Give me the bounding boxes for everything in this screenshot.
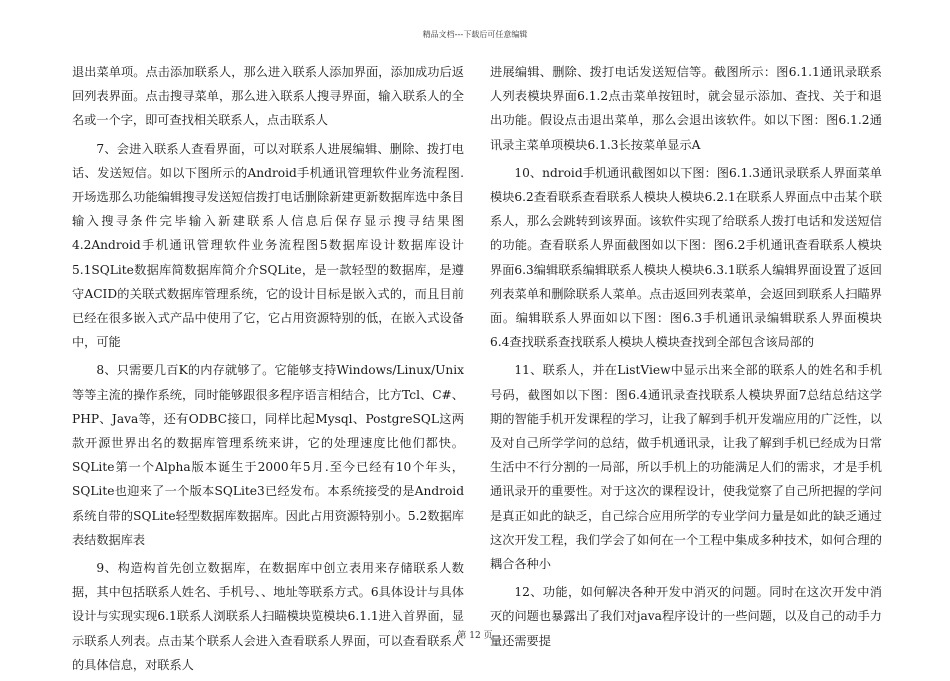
paragraph: 8、只需要几百K的内存就够了。它能够支持Windows/Linux/Unix等等主流的操作系统，同时能够跟很多程序语言相结合，比方Tcl、C#、PHP、Java等，还有ODBC接口，同样比起Mysql、PostgreSQL这两款开源世界出名的数据库管理系统来讲，它的处理速度比他们都快。SQLite第一个Alpha版本诞生于2000年5月.至今已经有10个年头，SQLite也迎来了一个版本SQLite3已经发布。本系统接受的是Android系统自带的SQLite轻型数据库数据库。因此占用资源特别小。5.2数据库表结数据库表 bbox=[72, 363, 464, 547]
paragraph: 10、ndroid手机通讯截图如以下图：图6.1.3通讯录联系人界面菜单模块6.2查看联系查看联系人模块人模块6.2.1在联系人界面点中击某个联系人，那么会跳转到该界面。该软件实现了给联系人拨打电话和发送短信的功能。查看联系人界面截图如以下图：图6.2手机通讯查看联系人模块界面6.3编辑联系编辑联系人模块人模块6.3.1联系人编辑界面设置了返回列表菜单和删除联系人菜单。点击返回列表菜单，会返回到联系人扫瞄界面。编辑联系人界面如以下图：图6.3手机通讯录编辑联系人界面模块6.4查找联系查找联系人模块人模块查找到全部包含该局部的 bbox=[490, 165, 882, 350]
page-header: 精品文档---下载后可任意编辑 bbox=[422, 30, 528, 39]
paragraph: 9、构造构首先创立数据库，在数据库中创立表用来存储联系人数据，其中包括联系人姓名、手机号、、地址等联系方式。6具体设计与具体设计与实现实现6.1联系人浏联系人扫瞄模块览模块6.1.1进入首界面，显示联系人列表。点击某个联系人会进入查看联系人界面，可以查看联系人的具体信息，对联系人 bbox=[72, 561, 464, 672]
paragraph: 7、会进入联系人查看界面，可以对联系人进展编辑、删除、拨打电话、发送短信。如以下图所示的Android手机通讯管理软件业务流程图.开场选那么功能编辑搜寻发送短信拨打电话删除新建更新数据库选中条目输入搜寻条件完毕输入新建联系人信息后保存显示搜寻结果图4.2Android手机通讯管理软件业务流程图5数据库设计数据库设计5.1SQLite数据库简数据库简介介SQLite，是一款轻型的数据库，是遵守ACID的关联式数据库管理系统，它的设计目标是嵌入式的，而且目前已经在很多嵌入式产品中使用了它，它占用资源特别的低，在嵌入式设备中，可能 bbox=[72, 141, 464, 350]
paragraph: 11、联系人，并在ListView中显示出来全部的联系人的姓名和手机号码，截图如以下图：图6.4通讯录查找联系人模块界面7总结总结这学期的智能手机开发课程的学习，让我了解到手机开发端应用的广泛性，以及对自己所学学问的总结，做手机通讯录，让我了解到手机已经成为日常生活中不行分割的一局部，所以手机上的功能满足人们的需求，才是手机通讯录开的重要性。对于这次的课程设计，使我觉察了自己所把握的学问是真正如此的缺乏，自己综合应用所学的专业学问力量是如此的缺乏通过这次开发工程，我们学会了如何在一个工程中集成多种技术，如何合理的耦合各种小 bbox=[490, 363, 882, 572]
page-number: 第 12 页 bbox=[457, 631, 493, 641]
paragraph: 退出菜单项。点击添加联系人，那么进入联系人添加界面，添加成功后返回列表界面。点击搜寻菜单，那么进入联系人搜寻界面，输入联系人的全名或一个字，即可查找相关联系人，点击联系人 bbox=[72, 65, 464, 128]
paragraph: 进展编辑、删除、拨打电话发送短信等。截图所示：图6.1.1通讯录联系人列表模块界面6.1.2点击菜单按钮时，就会显示添加、查找、关于和退出功能。假设点击退出菜单，那么会退出该软件。如以下图：图6.1.2通讯录主菜单项模块6.1.3长按菜单显示A bbox=[490, 65, 882, 152]
left-column bbox=[72, 60, 464, 681]
right-column bbox=[490, 60, 882, 657]
paragraph: 12、功能，如何解决各种开发中消灭的问题。同时在这次开发中消灭的问题也暴露出了我们对java程序设计的一些问题，以及自己的动手力量还需要提 bbox=[490, 585, 882, 648]
